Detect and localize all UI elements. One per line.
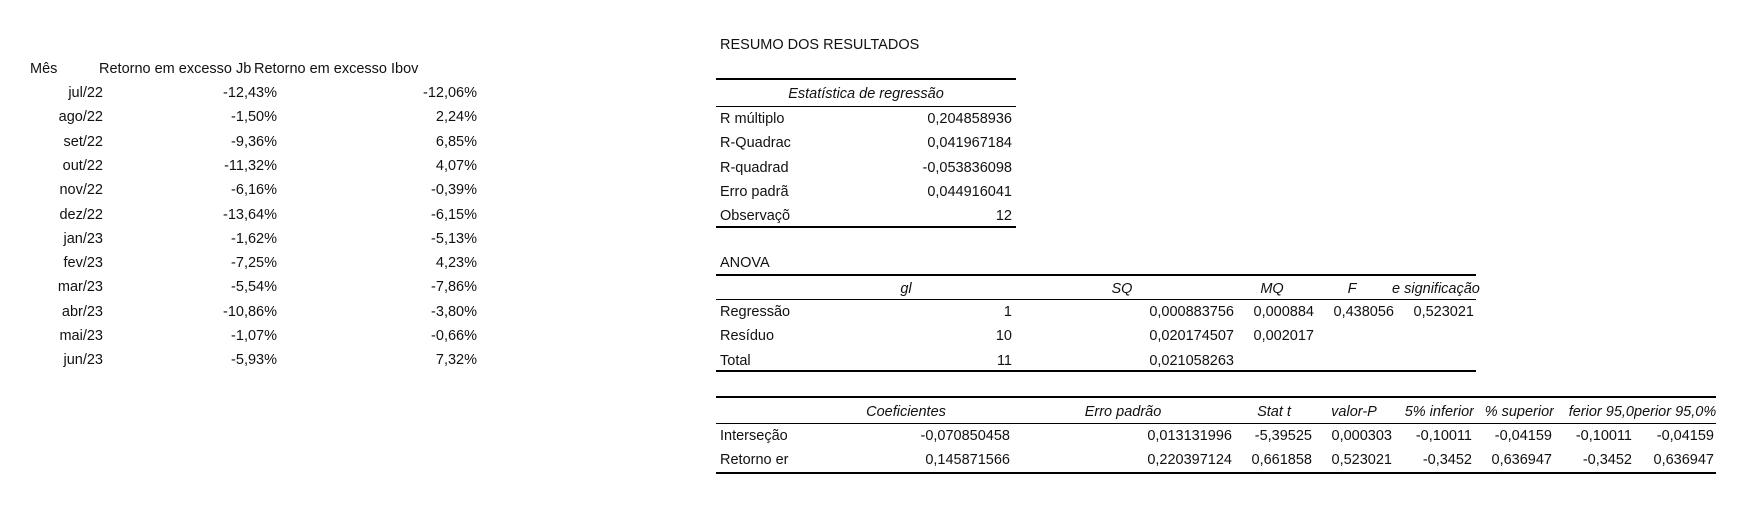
coef-header[interactable]: valor-P <box>1331 404 1377 420</box>
jb-return-cell[interactable]: -5,93% <box>231 352 277 369</box>
stat-value[interactable]: 0,204858936 <box>927 111 1012 127</box>
coef-value[interactable]: 0,220397124 <box>1147 452 1232 469</box>
jb-return-cell[interactable]: -10,86% <box>222 303 277 320</box>
coef-value[interactable]: 0,523021 <box>1331 452 1392 469</box>
coef-row-label[interactable]: Retorno er <box>720 452 789 469</box>
anova-sq[interactable]: 0,020174507 <box>1149 328 1234 345</box>
anova-row-label[interactable]: Resíduo <box>720 328 775 345</box>
stat-value[interactable]: 0,041967184 <box>927 135 1012 152</box>
coef-row-label[interactable]: Interseção <box>720 428 788 444</box>
coef-header[interactable]: perior 95,0% <box>1634 404 1716 420</box>
jb-return-cell[interactable]: -1,62% <box>231 230 277 247</box>
stat-label[interactable]: R múltiplo <box>720 111 785 127</box>
anova-gl[interactable]: 1 <box>1003 304 1012 320</box>
jb-return-cell[interactable]: -1,07% <box>231 328 277 344</box>
jb-return-cell[interactable]: -13,64% <box>222 206 277 223</box>
anova-f[interactable] <box>1314 324 1394 348</box>
month-cell[interactable]: fev/23 <box>63 255 103 272</box>
ibov-return-cell[interactable]: -0,39% <box>431 182 477 199</box>
ibov-return-cell[interactable]: 7,32% <box>435 352 477 369</box>
month-cell[interactable]: ago/22 <box>58 109 103 126</box>
stat-value[interactable]: 0,044916041 <box>927 183 1012 200</box>
table-border <box>716 396 1716 398</box>
month-cell[interactable]: jun/23 <box>63 352 103 369</box>
coef-header[interactable]: Stat t <box>1257 404 1291 420</box>
anova-header-mq[interactable]: MQ <box>1260 281 1284 297</box>
anova-gl[interactable]: 10 <box>995 328 1012 345</box>
coef-value[interactable]: 0,636947 <box>1491 452 1552 469</box>
ibov-return-cell[interactable]: -12,06% <box>422 85 477 101</box>
summary-title[interactable]: RESUMO DOS RESULTADOS <box>720 37 920 53</box>
anova-mq[interactable]: 0,000884 <box>1253 304 1314 320</box>
coef-header[interactable]: Coeficientes <box>866 404 946 420</box>
coef-value[interactable]: 0,636947 <box>1653 452 1714 469</box>
coef-value[interactable]: 0,000303 <box>1331 428 1392 444</box>
anova-row-label[interactable]: Regressão <box>720 304 791 320</box>
anova-sq[interactable]: 0,021058263 <box>1149 352 1234 369</box>
coef-value[interactable]: -0,04159 <box>1494 428 1552 444</box>
month-cell[interactable]: nov/22 <box>59 182 103 199</box>
anova-significance[interactable] <box>1394 324 1474 348</box>
jb-return-cell[interactable]: -6,16% <box>231 182 277 199</box>
anova-row-label[interactable]: Total <box>720 352 751 369</box>
coef-header[interactable]: % superior <box>1484 404 1554 420</box>
month-cell[interactable]: mai/23 <box>59 328 103 344</box>
table-border <box>716 78 1016 80</box>
coef-value[interactable]: -0,3452 <box>1422 452 1472 469</box>
month-cell[interactable]: jan/23 <box>63 230 103 247</box>
jb-return-cell[interactable]: -7,25% <box>231 255 277 272</box>
anova-f[interactable] <box>1314 349 1394 373</box>
coef-value[interactable]: -0,10011 <box>1575 428 1632 444</box>
coef-value[interactable]: -0,3452 <box>1582 452 1632 469</box>
regression-stats-header[interactable]: Estatística de regressão <box>788 86 944 102</box>
jb-return-cell[interactable]: -5,54% <box>231 279 277 296</box>
coef-header[interactable]: 5% inferior <box>1404 404 1474 420</box>
column-header-jb[interactable]: Retorno em excesso Jb <box>99 61 252 77</box>
coef-header[interactable]: ferior 95,0 <box>1568 404 1634 420</box>
anova-mq[interactable]: 0,002017 <box>1253 328 1314 345</box>
jb-return-cell[interactable]: -11,32% <box>224 157 277 174</box>
ibov-return-cell[interactable]: 4,07% <box>435 157 477 174</box>
ibov-return-cell[interactable]: 4,23% <box>435 255 477 272</box>
ibov-return-cell[interactable]: -3,80% <box>431 303 477 320</box>
stat-label[interactable]: R-quadrad <box>720 159 789 176</box>
month-cell[interactable]: dez/22 <box>59 206 103 223</box>
table-border <box>716 226 1016 228</box>
coef-value[interactable]: -0,10011 <box>1415 428 1472 444</box>
anova-title[interactable]: ANOVA <box>720 255 770 271</box>
table-border <box>716 274 1476 276</box>
coef-value[interactable]: -0,04159 <box>1656 428 1714 444</box>
anova-gl[interactable]: 11 <box>996 352 1012 369</box>
table-border <box>716 370 1476 372</box>
ibov-return-cell[interactable]: 6,85% <box>435 133 477 150</box>
anova-sq[interactable]: 0,000883756 <box>1149 304 1234 320</box>
stat-label[interactable]: R-Quadrac <box>720 135 791 152</box>
anova-header-f[interactable]: F <box>1347 281 1357 297</box>
month-cell[interactable]: set/22 <box>63 133 103 150</box>
anova-header-gl[interactable]: gl <box>900 281 912 297</box>
ibov-return-cell[interactable]: -0,66% <box>431 328 477 344</box>
stat-label[interactable]: Observaçõ <box>720 208 791 225</box>
coef-value[interactable]: -0,070850458 <box>920 428 1010 444</box>
coef-value[interactable]: 0,661858 <box>1251 452 1312 469</box>
month-cell[interactable]: abr/23 <box>61 303 103 320</box>
coef-value[interactable]: -5,39525 <box>1254 428 1312 444</box>
ibov-return-cell[interactable]: -6,15% <box>431 206 477 223</box>
ibov-return-cell[interactable]: -5,13% <box>431 230 477 247</box>
anova-header-sq[interactable]: SQ <box>1111 281 1133 297</box>
table-border <box>716 472 1716 474</box>
column-header-month[interactable]: Mês <box>30 61 58 77</box>
ibov-return-cell[interactable]: -7,86% <box>431 279 477 296</box>
jb-return-cell[interactable]: -9,36% <box>231 133 277 150</box>
coef-value[interactable]: 0,145871566 <box>925 452 1010 469</box>
month-cell[interactable]: jul/22 <box>68 85 103 101</box>
anova-f[interactable]: 0,438056 <box>1333 304 1394 320</box>
stat-label[interactable]: Erro padrã <box>720 183 789 200</box>
anova-mq[interactable] <box>1234 349 1314 373</box>
anova-significance[interactable] <box>1394 349 1474 373</box>
column-header-ibov[interactable]: Retorno em excesso Ibov <box>254 61 419 77</box>
anova-header-significance[interactable]: e significação <box>1392 281 1480 297</box>
month-cell[interactable]: mar/23 <box>57 279 103 296</box>
stat-value[interactable]: 12 <box>995 208 1012 225</box>
ibov-return-cell[interactable]: 2,24% <box>435 109 477 126</box>
anova-significance[interactable]: 0,523021 <box>1413 304 1474 320</box>
stat-value[interactable]: -0,053836098 <box>922 159 1012 176</box>
coef-header[interactable]: Erro padrão <box>1084 404 1162 420</box>
jb-return-cell[interactable]: -1,50% <box>231 109 277 126</box>
month-cell[interactable]: out/22 <box>62 157 103 174</box>
coef-value[interactable]: 0,013131996 <box>1147 428 1232 444</box>
jb-return-cell[interactable]: -12,43% <box>222 85 277 101</box>
